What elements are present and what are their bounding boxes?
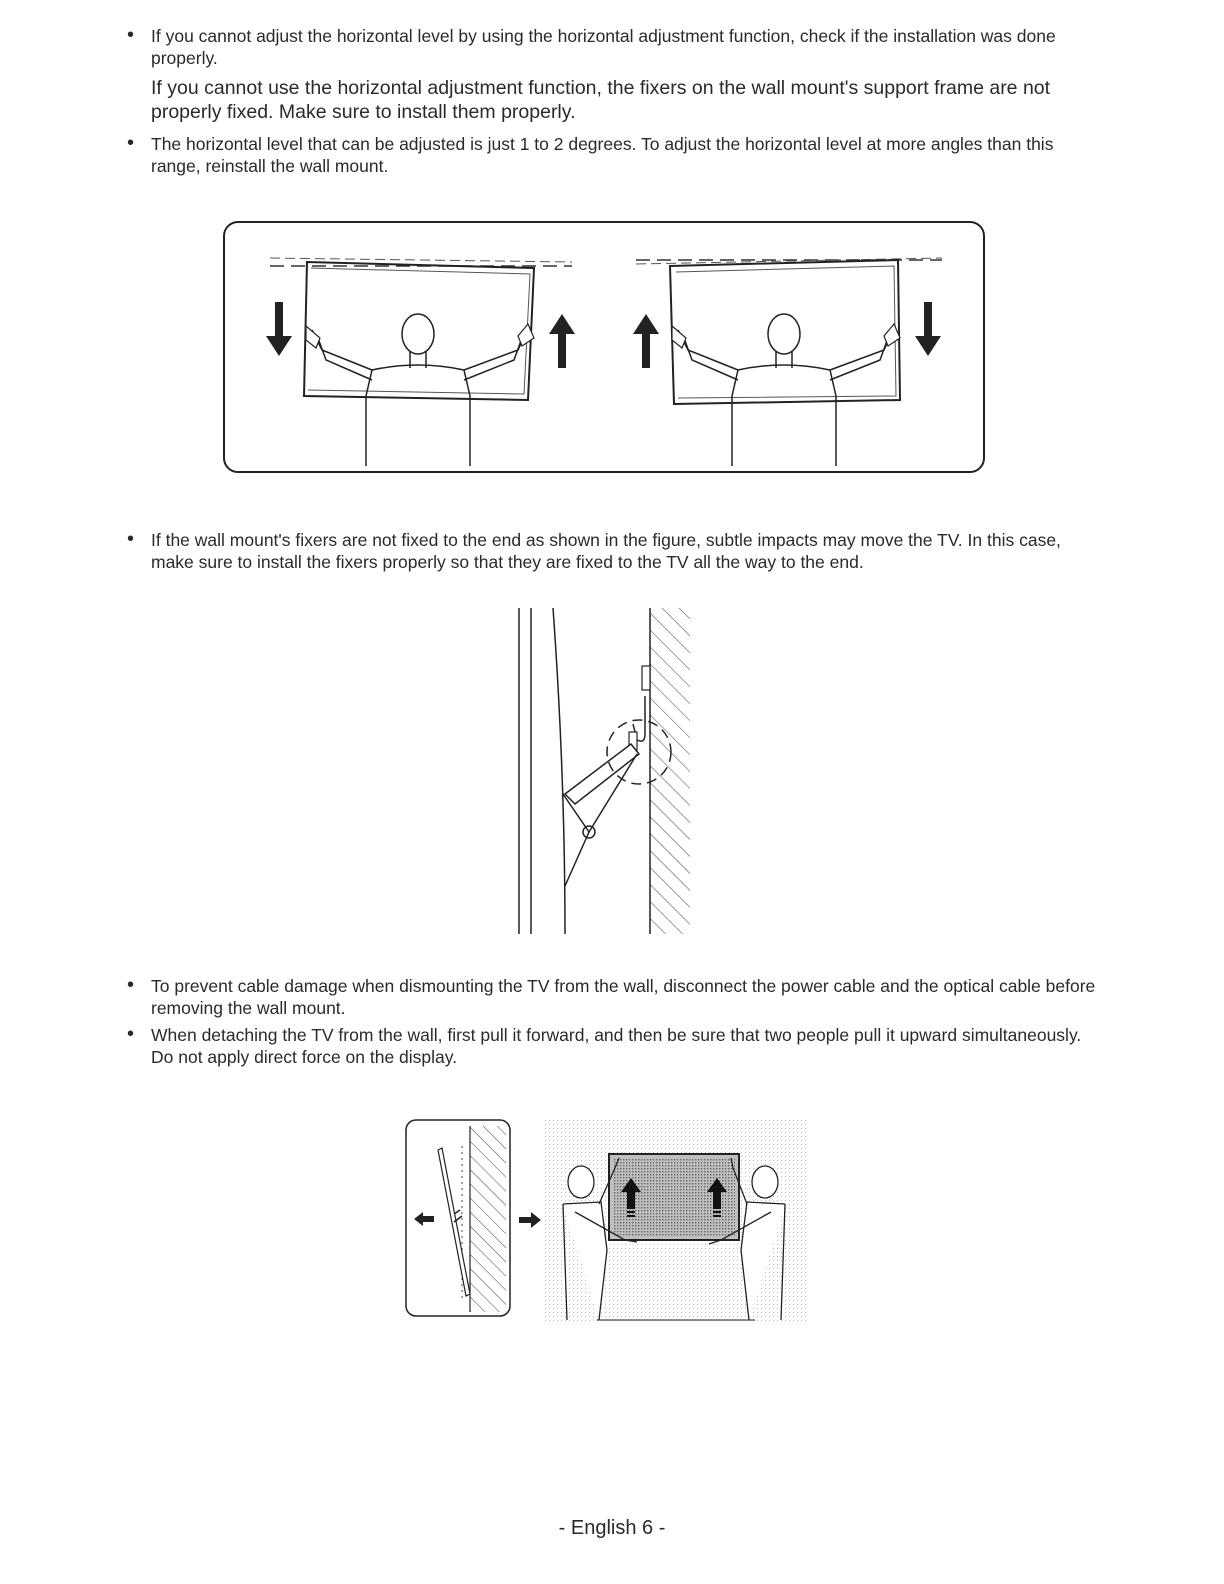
arrow-right-icon — [519, 1210, 541, 1230]
fixer-side-view-figure — [505, 604, 700, 936]
arrow-up-icon — [707, 1178, 727, 1218]
arrow-down-icon — [915, 302, 941, 356]
arrow-left-icon — [414, 1212, 434, 1226]
bullet-dot-icon: • — [127, 132, 135, 154]
bullet-list-fixers — [0, 529, 1224, 573]
bullet-list-horizontal-adjustment — [0, 25, 1224, 177]
bullet-text: If you cannot adjust the horizontal level by using the horizontal adjustment function, check if the installation was done properly. — [151, 26, 1056, 68]
left-panel-illustration — [270, 258, 572, 466]
page-number: - English 6 - — [558, 1517, 666, 1539]
pull-forward-figure — [404, 1118, 514, 1320]
bullet-text: If the wall mount's fixers are not fixed to the end as shown in the figure, subtle impacts may move the TV. In this case, make sure to install the fixers properly so that they are fixed to the TV all the way to the end. — [151, 530, 1061, 572]
bullet-list-dismounting — [0, 975, 1224, 1068]
bullet-subtext: If you cannot use the horizontal adjustment function, the fixers on the wall mount's support frame are not properly fixed. Make sure to install them properly. — [151, 77, 1051, 123]
arrow-down-icon — [266, 302, 292, 356]
bullet-dot-icon: • — [127, 528, 135, 550]
bullet-item — [0, 1024, 1224, 1068]
arrow-up-icon — [633, 314, 659, 368]
bullet-item — [0, 975, 1224, 1019]
bullet-dot-icon: • — [127, 974, 135, 996]
lift-upward-figure — [545, 1120, 809, 1322]
bullet-text: To prevent cable damage when dismounting the TV from the wall, disconnect the power cable and the optical cable before removing the wall mount. — [151, 976, 1096, 1018]
right-panel-illustration — [636, 258, 942, 466]
arrow-up-icon — [621, 1178, 641, 1218]
bullet-dot-icon: • — [127, 24, 135, 46]
horizontal-level-figure — [222, 220, 986, 476]
bullet-dot-icon: • — [127, 1023, 135, 1045]
bullet-text: When detaching the TV from the wall, first pull it forward, and then be sure that two people pull it upward simultaneously. Do not apply direct force on the display. — [151, 1025, 1082, 1067]
bullet-text: The horizontal level that can be adjusted is just 1 to 2 degrees. To adjust the horizontal level at more angles than this range, reinstall the wall mount. — [151, 134, 1054, 176]
bullet-item — [0, 529, 1224, 573]
bullet-item — [0, 25, 1224, 124]
arrow-up-icon — [549, 314, 575, 368]
bullet-item — [0, 133, 1224, 177]
